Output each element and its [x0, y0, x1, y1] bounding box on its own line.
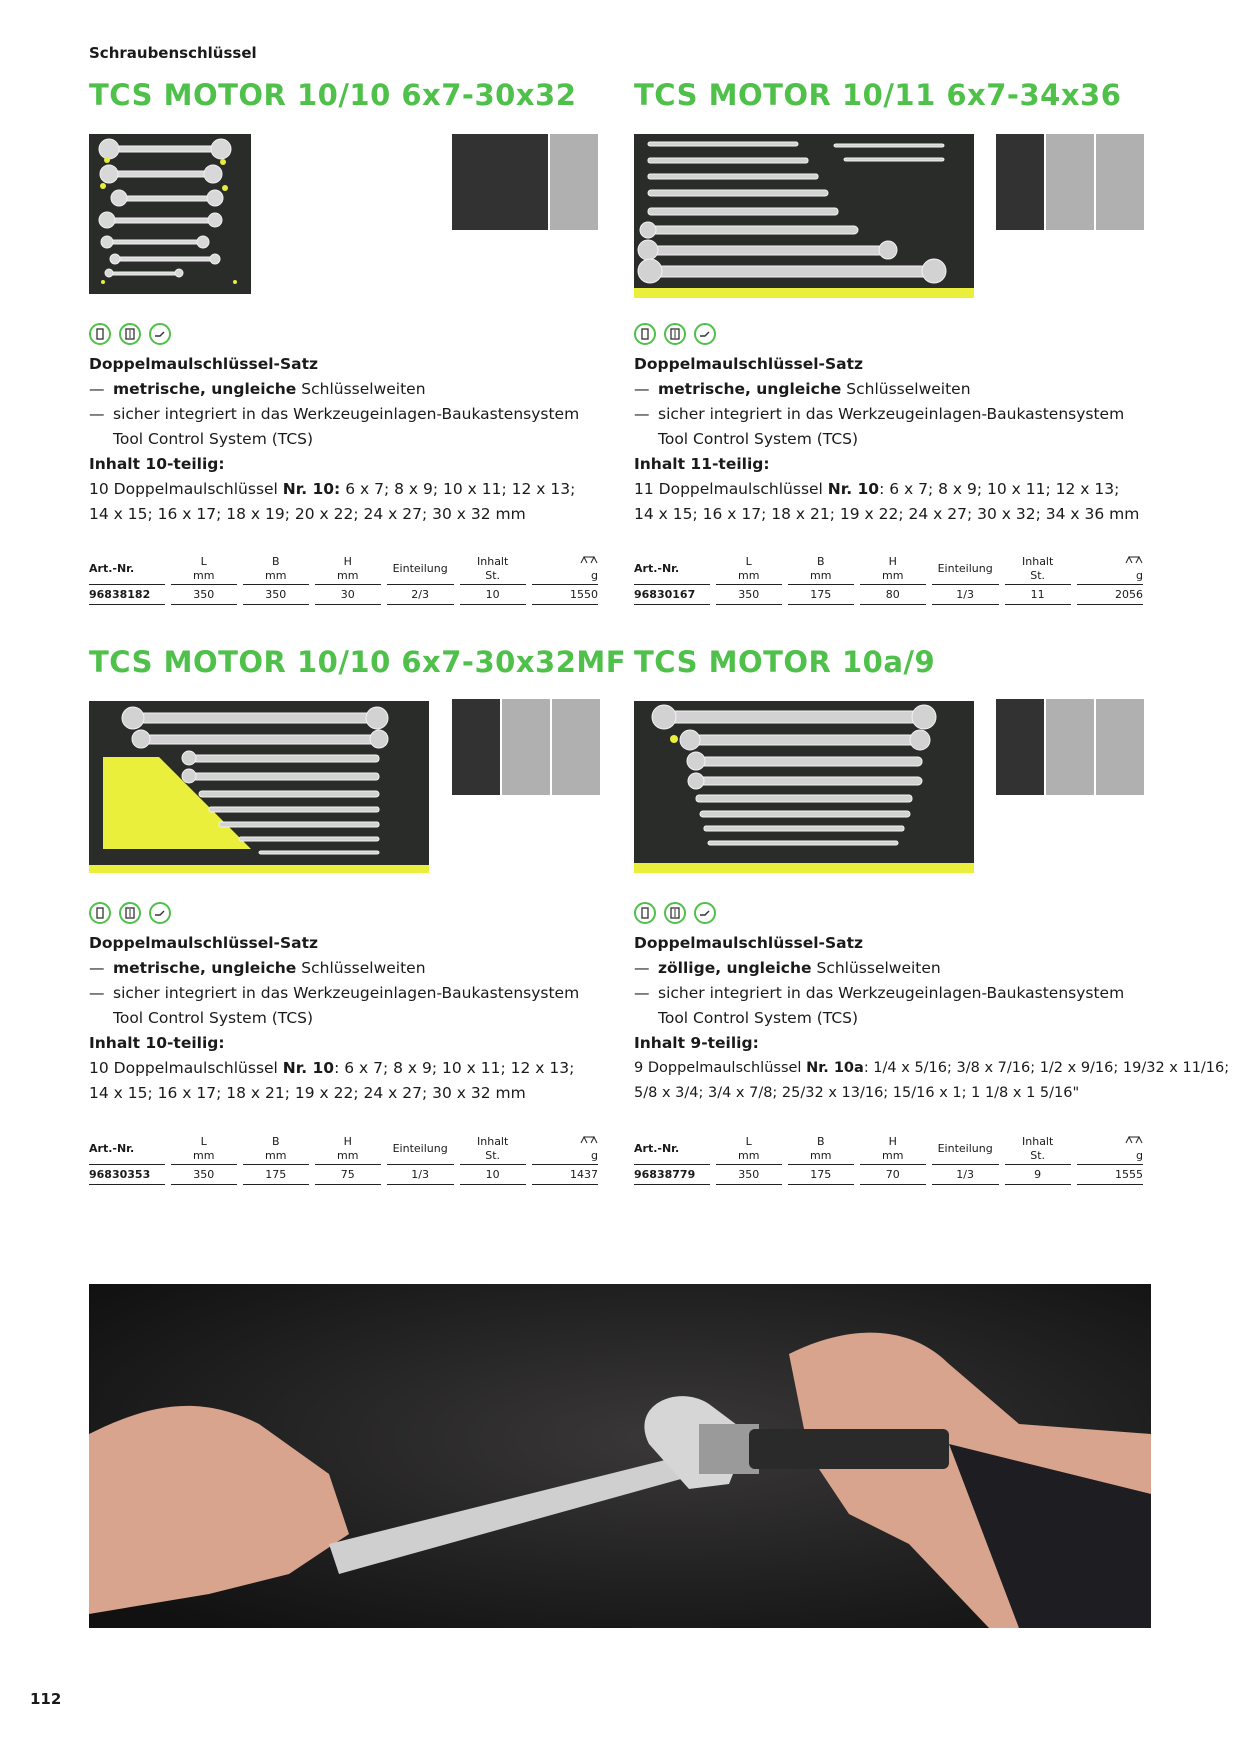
- scale-icon: [580, 555, 598, 565]
- content-heading: Inhalt 9-teilig:: [634, 1034, 759, 1052]
- bullet-text: Schlüsselweiten: [841, 380, 971, 398]
- scale-icon: [580, 1135, 598, 1145]
- feature-icons: [634, 902, 716, 924]
- product-title: TCS MOTOR 10/11 6x7-34x36: [634, 78, 1122, 112]
- bullet-text: sicher integriert in das Werkzeugeinlagen-Baukastensystem: [658, 405, 1125, 423]
- tcs-insert-icon: [634, 902, 656, 924]
- product-heading: Doppelmaulschlüssel-Satz: [634, 355, 864, 373]
- header-art: Art.-Nr.: [89, 554, 165, 585]
- table-row: 96830353 350 175 75 1/3 10 1437: [89, 1165, 598, 1185]
- product-description: Doppelmaulschlüssel-Satz — metrische, ungleiche Schlüsselweiten — sicher integriert in das Werkzeugeinlagen-Baukastensystem Tool Control System (TCS) Inhalt 11-teilig: 11 Doppelmaulschlüssel Nr. 10: 6 x 7; 8 x 9; 10 x 11; 12 x 13; 14 x 15; 16 x 17; 18 x 21; 19 x 22; 24 x 27; 30 x 32; 34 x 36 mm: [634, 352, 1154, 527]
- tray-block-filled: [996, 134, 1044, 230]
- tcs-insert-icon: [89, 323, 111, 345]
- content-line2: 14 x 15; 16 x 17; 18 x 21; 19 x 22; 24 x 27; 30 x 32 mm: [89, 1084, 526, 1102]
- spec-table: Art.-Nr. L mm B mm H mm Einteilung Inhalt St. g 96830167 350 175 80 1/3 11 2056: [628, 554, 1149, 605]
- content-heading: Inhalt 10-teilig:: [89, 455, 225, 473]
- bullet-text: Schlüsselweiten: [811, 959, 941, 977]
- bullet-text: sicher integriert in das Werkzeugeinlagen-Baukastensystem: [658, 984, 1125, 1002]
- hands-with-wrench-photo: [89, 1284, 1151, 1628]
- bullet-bold: metrische, ungleiche: [658, 380, 842, 398]
- tray-block-empty: [1046, 134, 1094, 230]
- content-nr: Nr. 10: [282, 1059, 335, 1077]
- bullet-continuation: Tool Control System (TCS): [658, 430, 859, 448]
- bullet-bold: zöllige, ungleiche: [658, 959, 812, 977]
- content-nr: Nr. 10:: [282, 480, 341, 498]
- hand-wrench-icon: [149, 902, 171, 924]
- product-heading: Doppelmaulschlüssel-Satz: [89, 934, 319, 952]
- bullet-text: sicher integriert in das Werkzeugeinlagen-Baukastensystem: [113, 984, 580, 1002]
- spec-table: Art.-Nr. L mm B mm H mm Einteilung Inhalt St. g 96838182 350 350 30 2/3 10 1550: [83, 554, 604, 605]
- bullet-text: Schlüsselweiten: [296, 380, 426, 398]
- content-line2: 14 x 15; 16 x 17; 18 x 21; 19 x 22; 24 x 27; 30 x 32; 34 x 36 mm: [634, 505, 1140, 523]
- tray-block-filled: [996, 699, 1044, 795]
- bullet-continuation: Tool Control System (TCS): [113, 1009, 314, 1027]
- tray-size-indicator: [996, 134, 1144, 230]
- product-image: [634, 701, 974, 873]
- tool-control-icon: [119, 323, 141, 345]
- bullet-continuation: Tool Control System (TCS): [113, 430, 314, 448]
- product-description: Doppelmaulschlüssel-Satz — metrische, ungleiche Schlüsselweiten — sicher integriert in das Werkzeugeinlagen-Baukastensystem Tool Control System (TCS) Inhalt 10-teilig: 10 Doppelmaulschlüssel Nr. 10: 6 x 7; 8 x 9; 10 x 11; 12 x 13; 14 x 15; 16 x 17; 18 x 19; 20 x 22; 24 x 27; 30 x 32 mm: [89, 352, 609, 527]
- tray-size-indicator: [996, 699, 1144, 795]
- product-description: Doppelmaulschlüssel-Satz — metrische, ungleiche Schlüsselweiten — sicher integriert in das Werkzeugeinlagen-Baukastensystem Tool Control System (TCS) Inhalt 10-teilig: 10 Doppelmaulschlüssel Nr. 10: 6 x 7; 8 x 9; 10 x 11; 12 x 13; 14 x 15; 16 x 17; 18 x 21; 19 x 22; 24 x 27; 30 x 32 mm: [89, 931, 609, 1106]
- scale-icon: [1125, 555, 1143, 565]
- product-title: TCS MOTOR 10a/9: [634, 645, 936, 679]
- bullet-text: sicher integriert in das Werkzeugeinlagen-Baukastensystem: [113, 405, 580, 423]
- tray-block-filled: [452, 134, 548, 230]
- tool-control-icon: [664, 902, 686, 924]
- product-heading: Doppelmaulschlüssel-Satz: [634, 934, 864, 952]
- content-text: 9 Doppelmaulschlüssel: [634, 1060, 807, 1076]
- tray-block-empty: [552, 699, 600, 795]
- table-row: 96838182 350 350 30 2/3 10 1550: [89, 585, 598, 605]
- hand-wrench-icon: [694, 323, 716, 345]
- tray-block-empty: [550, 134, 598, 230]
- tool-control-icon: [664, 323, 686, 345]
- product-image: [89, 134, 251, 294]
- tray-block-empty: [1046, 699, 1094, 795]
- content-line2: 14 x 15; 16 x 17; 18 x 19; 20 x 22; 24 x 27; 30 x 32 mm: [89, 505, 526, 523]
- product-title: TCS MOTOR 10/10 6x7-30x32: [89, 78, 577, 112]
- table-row: 96830167 350 175 80 1/3 11 2056: [634, 585, 1143, 605]
- tray-size-indicator: [452, 699, 600, 795]
- content-text: 6 x 7; 8 x 9; 10 x 11; 12 x 13;: [340, 480, 576, 498]
- hand-wrench-icon: [694, 902, 716, 924]
- bullet-bold: metrische, ungleiche: [113, 380, 297, 398]
- tray-size-indicator: [452, 134, 598, 230]
- section-label: Schraubenschlüssel: [89, 44, 257, 62]
- feature-icons: [634, 323, 716, 345]
- content-line2: 5/8 x 3/4; 3/4 x 7/8; 25/32 x 13/16; 15/16 x 1; 1 1/8 x 1 5/16": [634, 1085, 1080, 1101]
- content-text: 11 Doppelmaulschlüssel: [634, 480, 828, 498]
- content-nr: Nr. 10a: [806, 1060, 864, 1076]
- tray-block-empty: [1096, 699, 1144, 795]
- tray-block-filled: [452, 699, 500, 795]
- product-image: [634, 134, 974, 298]
- tcs-insert-icon: [89, 902, 111, 924]
- content-text: 10 Doppelmaulschlüssel: [89, 480, 283, 498]
- product-heading: Doppelmaulschlüssel-Satz: [89, 355, 319, 373]
- tray-block-empty: [502, 699, 550, 795]
- tcs-insert-icon: [634, 323, 656, 345]
- bullet-bold: metrische, ungleiche: [113, 959, 297, 977]
- content-nr: Nr. 10: [827, 480, 880, 498]
- spec-table: Art.-Nr. L mm B mm H mm Einteilung Inhalt St. g 96838779 350 175 70 1/3 9 1555: [628, 1134, 1149, 1185]
- product-image: [89, 701, 429, 873]
- feature-icons: [89, 323, 171, 345]
- product-title: TCS MOTOR 10/10 6x7-30x32MF: [89, 645, 627, 679]
- tool-control-icon: [119, 902, 141, 924]
- scale-icon: [1125, 1135, 1143, 1145]
- bullet-continuation: Tool Control System (TCS): [658, 1009, 859, 1027]
- product-description: Doppelmaulschlüssel-Satz — zöllige, ungleiche Schlüsselweiten — sicher integriert in das Werkzeugeinlagen-Baukastensystem Tool Control System (TCS) Inhalt 9-teilig: 9 Doppelmaulschlüssel Nr. 10a: 1/4 x 5/16; 3/8 x 7/16; 1/2 x 9/16; 19/32 x 11/16; 5/8 x 3/4; 3/4 x 7/8; 25/32 x 13/16; 15/16 x 1; 1 1/8 x 1 5/16": [634, 931, 1154, 1106]
- tray-block-empty: [1096, 134, 1144, 230]
- hand-wrench-icon: [149, 323, 171, 345]
- spec-table: Art.-Nr. L mm B mm H mm Einteilung Inhalt St. g 96830353 350 175 75 1/3 10 1437: [83, 1134, 604, 1185]
- content-text: : 1/4 x 5/16; 3/8 x 7/16; 1/2 x 9/16; 19/32 x 11/16;: [863, 1060, 1230, 1076]
- content-heading: Inhalt 10-teilig:: [89, 1034, 225, 1052]
- table-row: 96838779 350 175 70 1/3 9 1555: [634, 1165, 1143, 1185]
- content-text: : 6 x 7; 8 x 9; 10 x 11; 12 x 13;: [334, 1059, 575, 1077]
- page-number: 112: [30, 1690, 62, 1708]
- weight-header: g: [532, 554, 598, 585]
- content-text: 10 Doppelmaulschlüssel: [89, 1059, 283, 1077]
- content-heading: Inhalt 11-teilig:: [634, 455, 770, 473]
- bullet-text: Schlüsselweiten: [296, 959, 426, 977]
- feature-icons: [89, 902, 171, 924]
- content-text: : 6 x 7; 8 x 9; 10 x 11; 12 x 13;: [879, 480, 1120, 498]
